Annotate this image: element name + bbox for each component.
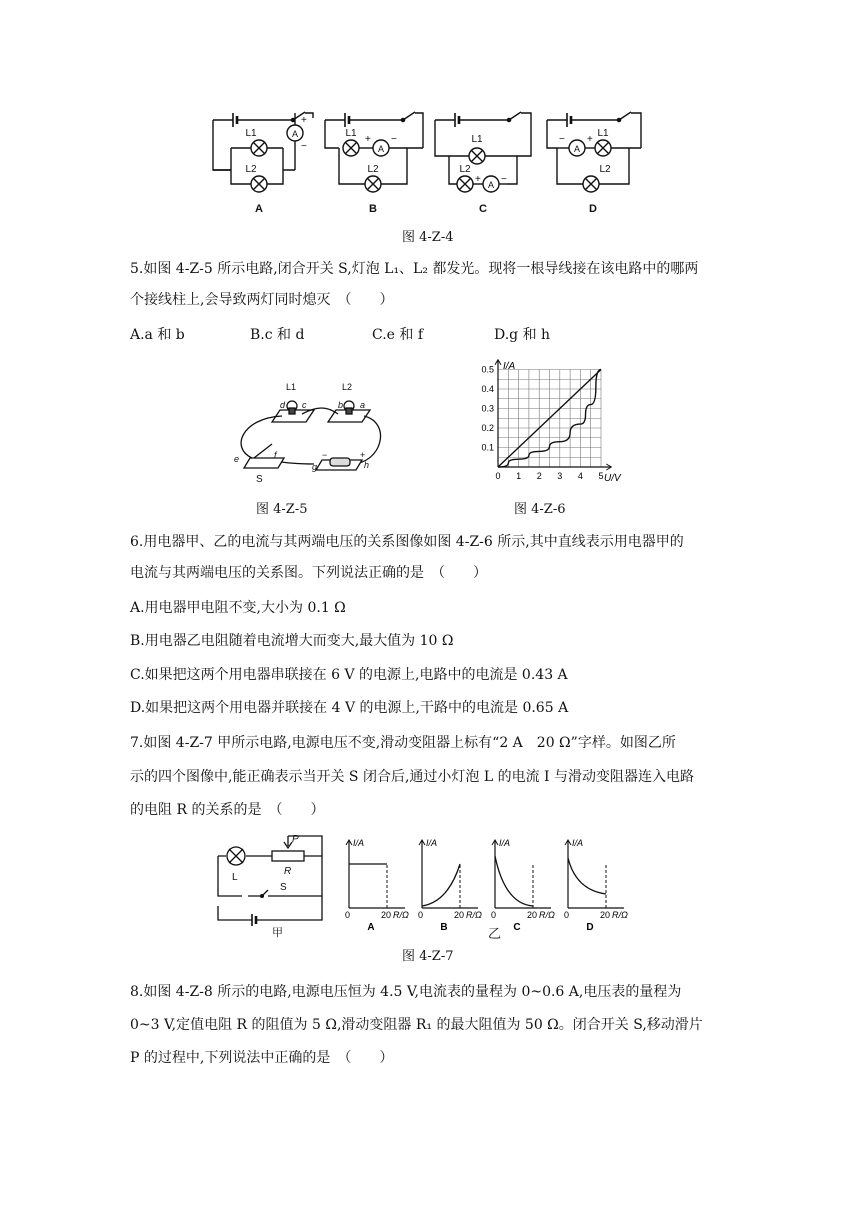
fig5-d-label: d: [280, 400, 286, 410]
figure-4-z-4: [205, 100, 665, 220]
question-6-option-b: B.用电器乙电阻随着电流增大而变大,最大值为 10 Ω: [130, 633, 454, 649]
graph-x20-label: 20: [454, 910, 465, 920]
figure-4-z-6-chart: [470, 355, 640, 490]
circuit-r-label: R: [284, 866, 292, 877]
panel-a-minus: −: [301, 141, 307, 152]
graph-c: [491, 838, 555, 933]
question-5-option-b: B.c 和 d: [250, 327, 305, 343]
question-7-line-3: 的电阻 R 的关系的是 （ ）: [130, 802, 325, 818]
x-tick-label: 0: [495, 471, 501, 481]
panel-a-meter-label: A: [291, 129, 299, 139]
x-tick-label: 1: [516, 471, 522, 481]
y-tick-label: 0.3: [481, 403, 494, 414]
question-5-option-a: A.a 和 b: [130, 327, 185, 343]
panel-b-plus: +: [365, 134, 371, 145]
x-tick-label: 3: [557, 471, 563, 481]
circuit-l-label: L: [232, 872, 238, 883]
y-tick-label: 0.4: [481, 384, 494, 394]
panel-c-lamp2-label: L2: [459, 164, 471, 175]
panel-c-minus: −: [501, 174, 507, 185]
panel-a-letter: A: [255, 203, 263, 215]
graph-y-label: I/A: [426, 838, 438, 848]
question-7-line-2: 示的四个图像中,能正确表示当开关 S 闭合后,通过小灯泡 L 的电流 I 与滑动变阻器连入电路: [130, 769, 695, 785]
panel-b-minus: −: [391, 134, 397, 145]
panel-d-meter-label: A: [573, 144, 581, 154]
fig5-g-label: g: [312, 462, 318, 472]
circuit-jia-label: 甲: [272, 927, 283, 938]
panel-c-plus: +: [475, 174, 481, 185]
circuit-p-label: P: [292, 834, 299, 845]
question-6-line-1: 6.用电器甲、乙的电流与其两端电压的关系图像如图 4-Z-6 所示,其中直线表示用电器甲的: [130, 534, 684, 550]
graph-letter: D: [586, 922, 594, 933]
question-8-line-1: 8.如图 4-Z-8 所示的电路,电源电压恒为 4.5 V,电流表的量程为 0~0.6 A,电压表的量程为: [130, 984, 682, 1000]
panel-c-letter: C: [479, 203, 487, 215]
fig5-f-label: f: [274, 450, 277, 460]
figure-4-z-7-graphs: [335, 826, 635, 936]
fig5-c-label: c: [302, 400, 307, 410]
figure-4-z-5-caption: 图 4-Z-5: [256, 502, 308, 517]
graph-y-label: I/A: [572, 838, 584, 848]
x-tick-label: 2: [536, 471, 542, 481]
panel-b-meter-label: A: [377, 144, 385, 154]
graph-letter: C: [513, 922, 521, 933]
graph-origin-label: 0: [491, 910, 497, 920]
panel-a-lamp2-label: L2: [245, 164, 257, 175]
panel-a-lamp1-label: L1: [245, 128, 257, 139]
panel-b-letter: B: [369, 203, 377, 215]
graph-x-label: R/Ω: [612, 910, 628, 920]
figure-4-z-6-caption: 图 4-Z-6: [514, 502, 566, 517]
graph-y-label: I/A: [499, 838, 511, 848]
fig5-s-label: S: [256, 474, 263, 485]
panel-b-lamp1-label: L1: [345, 128, 357, 139]
y-tick-label: 0.1: [481, 442, 494, 453]
question-8-line-2: 0~3 V,定值电阻 R 的阻值为 5 Ω,滑动变阻器 R₁ 的最大阻值为 50 Ω。闭合开关 S,移动滑片: [130, 1017, 703, 1033]
fig5-b-label: b: [338, 400, 344, 410]
panel-d-minus: −: [559, 134, 565, 145]
circuit-s-label: S: [280, 882, 287, 893]
chart-x-axis-label: U/V: [604, 473, 621, 484]
graph-letter: A: [367, 922, 375, 933]
graph-origin-label: 0: [564, 910, 570, 920]
graph-x-label: R/Ω: [539, 910, 555, 920]
fig5-l1-label: L1: [286, 382, 297, 392]
question-8-line-3: P 的过程中,下列说法中正确的是 （ ）: [130, 1050, 394, 1066]
figure-4-z-4-caption: 图 4-Z-4: [402, 230, 454, 245]
figure-4-z-5: [222, 378, 402, 488]
graph-x-label: R/Ω: [466, 910, 482, 920]
question-5-line-1: 5.如图 4-Z-5 所示电路,闭合开关 S,灯泡 L₁、L₂ 都发光。现将一根导线接在该电路中的哪两: [130, 261, 699, 277]
panel-c-meter-label: A: [487, 180, 495, 190]
fig5-l2-label: L2: [342, 382, 353, 392]
graph-curve: [495, 856, 533, 906]
question-6-option-d: D.如果把这两个用电器并联接在 4 V 的电源上,干路中的电流是 0.65 A: [130, 700, 569, 716]
x-tick-label: 4: [577, 471, 583, 481]
figure-4-z-7-circuit: [210, 828, 335, 938]
graph-d: [564, 838, 628, 933]
graph-x20-label: 20: [600, 910, 611, 920]
question-6-line-2: 电流与其两端电压的关系图。下列说法正确的是 （ ）: [130, 565, 487, 581]
graph-origin-label: 0: [418, 910, 424, 920]
panel-d-letter: D: [589, 203, 597, 215]
fig5-plus-label: +: [360, 450, 366, 460]
graph-curve: [568, 858, 606, 894]
circuit-panel-c: [435, 112, 531, 192]
panel-d-plus: +: [587, 134, 593, 145]
graph-x20-label: 20: [381, 910, 392, 920]
y-tick-label: 0.5: [481, 364, 494, 375]
fig5-minus-label: −: [322, 450, 328, 460]
question-5-option-c: C.e 和 f: [372, 327, 424, 343]
fig5-a-label: a: [360, 400, 366, 410]
graph-y-label: I/A: [353, 838, 365, 848]
chart-ticks: [481, 365, 603, 482]
circuit-panel-a: [213, 112, 313, 192]
graph-x-label: R/Ω: [393, 910, 409, 920]
question-5-line-2: 个接线柱上,会导致两灯同时熄灭 （ ）: [130, 292, 394, 308]
question-6-option-a: A.用电器甲电阻不变,大小为 0.1 Ω: [130, 600, 346, 616]
question-5-option-d: D.g 和 h: [494, 327, 551, 343]
question-6-option-c: C.如果把这两个用电器串联接在 6 V 的电源上,电路中的电流是 0.43 A: [130, 667, 568, 683]
chart-y-axis-label: I/A: [503, 361, 516, 372]
graph-x20-label: 20: [527, 910, 538, 920]
graph-origin-label: 0: [345, 910, 351, 920]
graph-a: [345, 838, 409, 933]
panel-d-lamp2-label: L2: [599, 164, 611, 175]
y-tick-label: 0.2: [481, 423, 494, 433]
fig5-h-label: h: [364, 460, 370, 470]
panel-c-lamp1-label: L1: [471, 134, 483, 145]
graph-curve: [422, 864, 460, 906]
graph-b: [418, 838, 482, 933]
x-tick-label: 5: [598, 471, 604, 481]
question-7-line-1: 7.如图 4-Z-7 甲所示电路,电源电压不变,滑动变阻器上标有“2 A 20 Ω”字样。如图乙所: [130, 735, 676, 751]
panel-d-lamp1-label: L1: [597, 128, 609, 139]
figure-4-z-7-caption: 图 4-Z-7: [402, 949, 454, 964]
panel-a-plus: +: [301, 115, 307, 126]
circuit-panel-d: [547, 112, 641, 192]
graph-letter: B: [440, 922, 448, 933]
figure-4-z-7-yi-label: 乙: [488, 927, 502, 942]
circuit-panel-b: [325, 112, 423, 192]
panel-b-lamp2-label: L2: [367, 164, 379, 175]
fig5-e-label: e: [234, 454, 240, 464]
